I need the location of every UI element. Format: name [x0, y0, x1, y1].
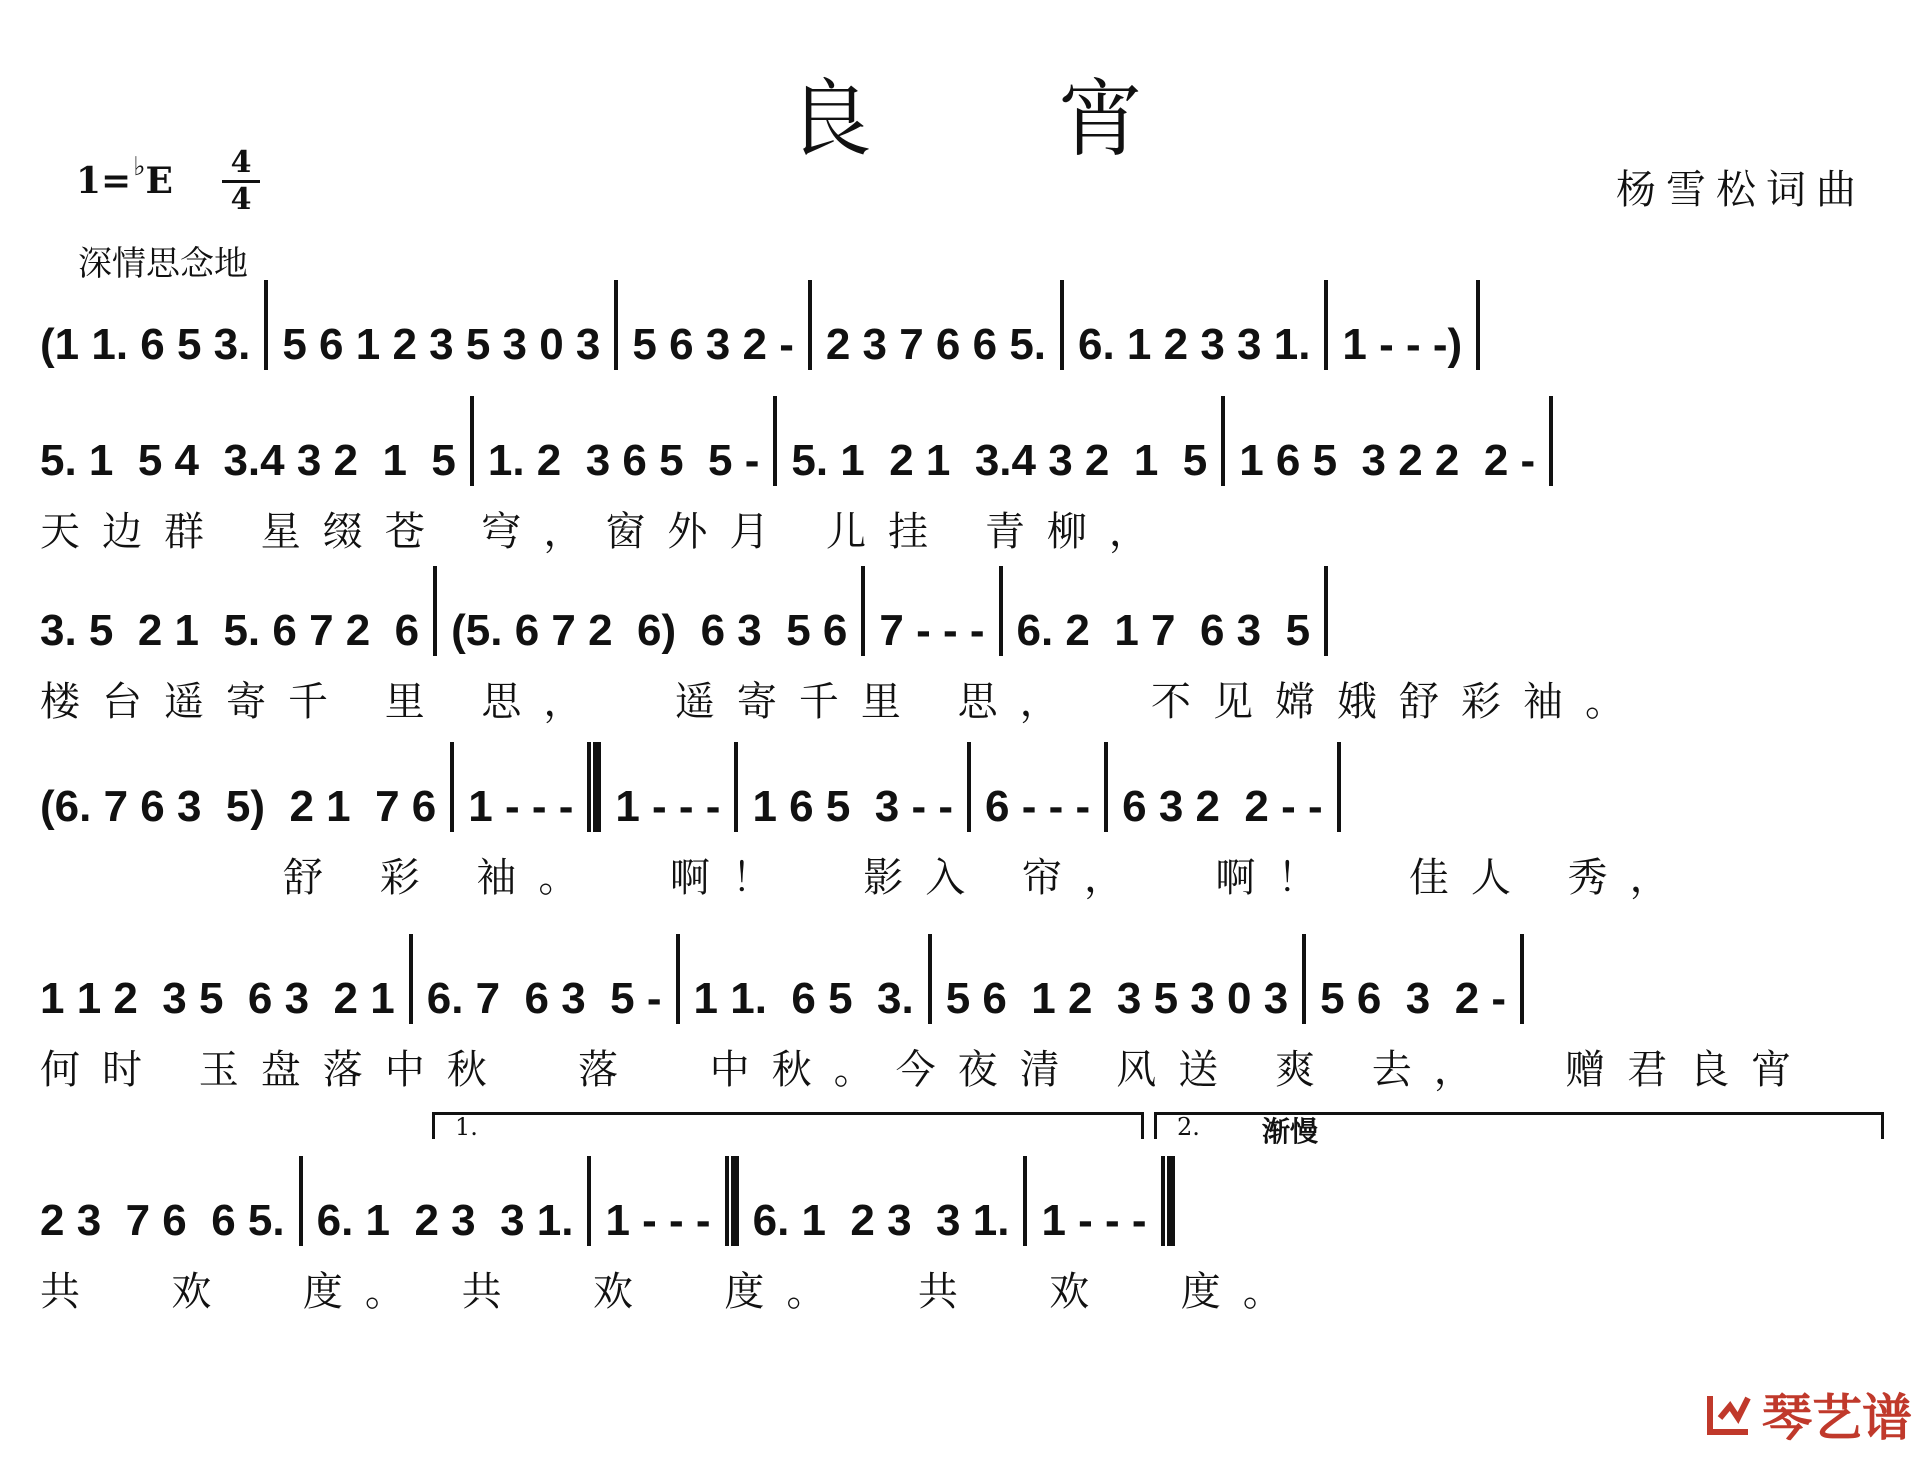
measure: 1 - - -	[1041, 1196, 1147, 1245]
key-note: E	[145, 160, 173, 202]
measure: 2 3 7 6 6 5.	[825, 320, 1047, 369]
measure: 5 6 3 2 -	[1320, 974, 1507, 1023]
logo-text: 琴艺谱	[1762, 1389, 1912, 1447]
time-sig-bottom: 4	[230, 182, 252, 217]
measure: 1. 2 3 6 5 5 -	[487, 436, 760, 485]
measure: 5. 1 5 4 3.4 3 2 1 5	[40, 436, 456, 485]
measure: 5 6 3 2 -	[632, 320, 794, 369]
measure: 3. 5 2 1 5. 6 7 2 6	[40, 606, 420, 655]
measure: 6. 2 1 7 6 3 5	[1016, 606, 1311, 655]
score-line-2	[40, 396, 1890, 557]
measure: 6. 1 2 3 3 1.	[316, 1196, 574, 1245]
lyrics: 楼台遥寄千 里 思， 遥寄千里 思， 不见嫦娥舒彩袖。	[40, 679, 1648, 725]
key-signature	[76, 152, 173, 202]
measure: 6. 1 2 3 3 1.	[752, 1196, 1010, 1245]
measure: 6. 7 6 3 5 -	[426, 974, 662, 1023]
measure: (5. 6 7 2 6) 6 3 5 6	[451, 606, 848, 655]
measure: 1 6 5 3 2 2 2 -	[1239, 436, 1536, 485]
measure: 1 - - -	[605, 1196, 711, 1245]
measure: 1 1 2 3 5 6 3 2 1	[40, 974, 395, 1023]
score-line-5	[40, 934, 1890, 1095]
volta-1: 1.	[432, 1112, 1144, 1139]
flat-sign: ♭	[133, 152, 146, 182]
measure: 6 3 2 2 - -	[1122, 782, 1323, 831]
composer: 杨雪松词曲	[1616, 167, 1866, 213]
lyrics: 共 欢 度。 共 欢 度。 共 欢 度。	[40, 1269, 1305, 1315]
measure: (6. 7 6 3 5) 2 1 7 6	[40, 782, 437, 831]
measure: 1 1. 6 5 3.	[693, 974, 914, 1023]
slowing-mark: 渐慢	[1262, 1115, 1319, 1148]
measure: 6 - - -	[985, 782, 1091, 831]
lyrics: 舒 彩 袖。 啊！ 影入 帘， 啊！ 佳人 秀，	[40, 855, 1692, 901]
lyrics: 何时 玉盘落中秋 落 中秋。今夜清 风送 爽 去， 赠君良宵	[40, 1047, 1814, 1093]
score-line-6	[40, 1156, 1890, 1317]
score-line-4	[40, 742, 1890, 903]
page-title: 良 宵	[787, 70, 1223, 168]
measure: 5 6 1 2 3 5 3 0 3	[945, 974, 1289, 1023]
time-signature	[222, 145, 260, 217]
measure: 5. 1 2 1 3.4 3 2 1 5	[791, 436, 1208, 485]
measure: 7 - - -	[879, 606, 985, 655]
tempo-mark: 深情思念地	[78, 244, 248, 284]
site-logo	[1704, 1378, 1912, 1450]
measure: 1 - - -	[468, 782, 574, 831]
measure: 2 3 7 6 6 5.	[40, 1196, 285, 1245]
lyrics: 天边群 星缀苍 穹，窗外月 儿挂 青柳，	[40, 509, 1171, 555]
volta-2: 2.	[1154, 1112, 1884, 1139]
measure: 1 - - -	[615, 782, 721, 831]
measure: 1 6 5 3 - -	[752, 782, 954, 831]
score-line-3	[40, 566, 1890, 727]
measure: 1 - - -)	[1342, 320, 1463, 369]
measure: 6. 1 2 3 3 1.	[1078, 320, 1311, 369]
key-label: 1=	[76, 160, 132, 202]
qinyi-logo-icon	[1704, 1388, 1756, 1440]
measure: 5 6 1 2 3 5 3 0 3	[282, 320, 601, 369]
score-line-1	[40, 280, 1890, 370]
measure: (1 1. 6 5 3.	[40, 320, 251, 369]
time-sig-top: 4	[230, 145, 252, 180]
